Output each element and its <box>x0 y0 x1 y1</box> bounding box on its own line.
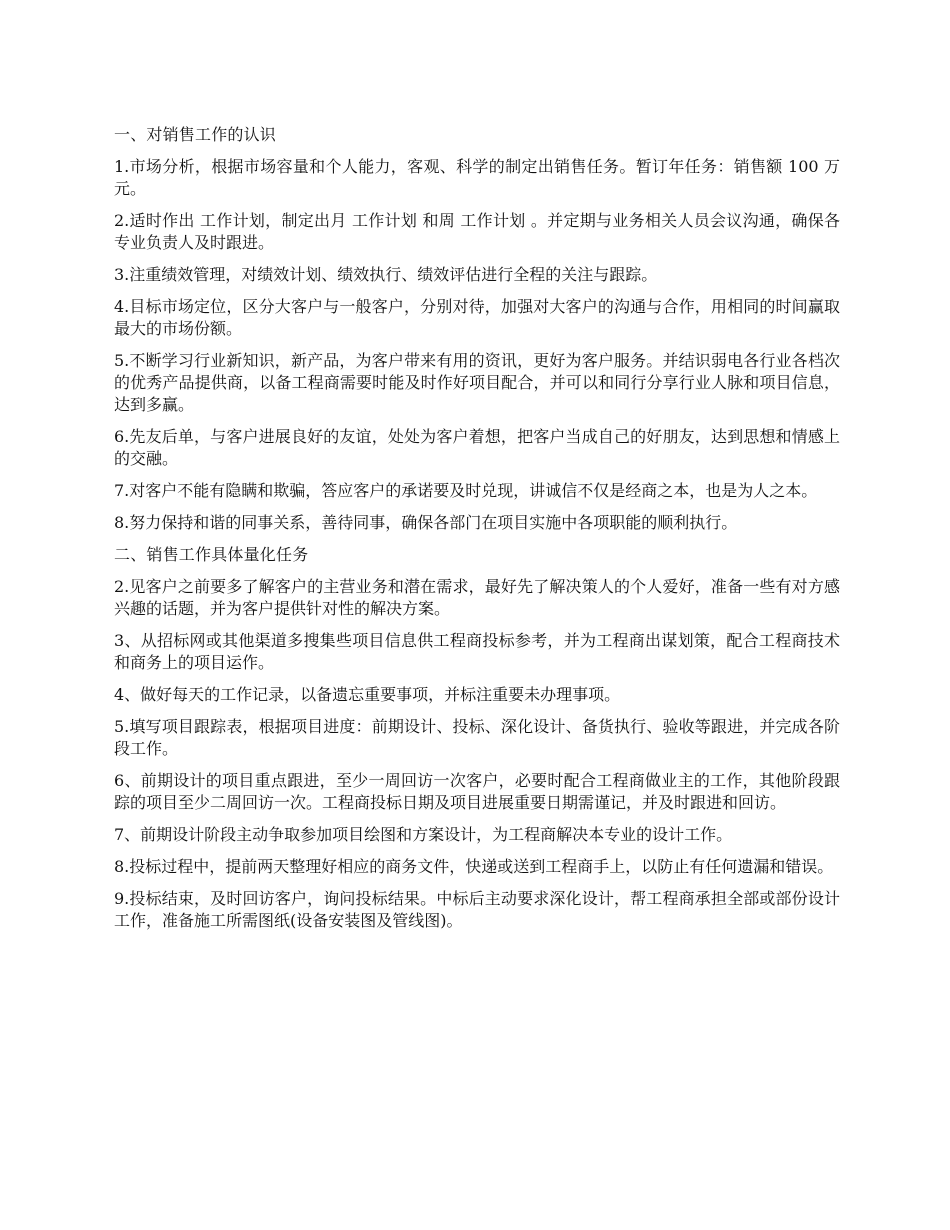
paragraph: 6.先友后单，与客户进展良好的友谊，处处为客户着想，把客户当成自己的好朋友，达到思想和情感上的交融。 <box>114 427 840 468</box>
paragraph: 8.努力保持和谐的同事关系，善待同事，确保各部门在项目实施中各项职能的顺利执行。 <box>114 513 738 532</box>
paragraph: 2.适时作出 工作计划，制定出月 工作计划 和周 工作计划 。并定期与业务相关人员会议沟通，确保各专业负责人及时跟进。 <box>114 211 840 252</box>
paragraph: 2.见客户之前要多了解客户的主营业务和潜在需求，最好先了解决策人的个人爱好，准备一些有对方感兴趣的话题，并为客户提供针对性的解决方案。 <box>114 577 840 618</box>
paragraph: 4.目标市场定位，区分大客户与一般客户，分别对待，加强对大客户的沟通与合作，用相同的时间赢取最大的市场份额。 <box>114 297 840 338</box>
section-heading: 二、销售工作具体量化任务 <box>114 545 309 564</box>
paragraph: 9.投标结束，及时回访客户，询问投标结果。中标后主动要求深化设计，帮工程商承担全部或部份设计工作，准备施工所需图纸(设备安装图及管线图)。 <box>114 889 840 930</box>
paragraph: 7、前期设计阶段主动争取参加项目绘图和方案设计，为工程商解决本专业的设计工作。 <box>114 825 733 844</box>
paragraph: 3、从招标网或其他渠道多搜集些项目信息供工程商投标参考，并为工程商出谋划策，配合工程商技术和商务上的项目运作。 <box>114 631 840 672</box>
paragraph: 1.市场分析，根据市场容量和个人能力，客观、科学的制定出销售任务。暂订年任务：销售额 100 万元。 <box>114 157 840 198</box>
paragraph: 3.注重绩效管理，对绩效计划、绩效执行、绩效评估进行全程的关注与跟踪。 <box>114 265 658 284</box>
paragraph: 8.投标过程中，提前两天整理好相应的商务文件，快递或送到工程商手上，以防止有任何遗漏和错误。 <box>114 857 834 876</box>
paragraph: 5.填写项目跟踪表，根据项目进度：前期设计、投标、深化设计、备货执行、验收等跟进，并完成各阶段工作。 <box>114 717 840 758</box>
paragraph: 6、前期设计的项目重点跟进，至少一周回访一次客户，必要时配合工程商做业主的工作，其他阶段跟踪的项目至少二周回访一次。工程商投标日期及项目进展重要日期需谨记，并及时跟进和回访。 <box>114 771 840 812</box>
section-heading: 一、对销售工作的认识 <box>114 125 277 144</box>
paragraph: 7.对客户不能有隐瞒和欺骗，答应客户的承诺要及时兑现，讲诚信不仅是经商之本，也是为人之本。 <box>114 481 818 500</box>
paragraph: 5.不断学习行业新知识，新产品，为客户带来有用的资讯，更好为客户服务。并结识弱电各行业各档次的优秀产品提供商，以备工程商需要时能及时作好项目配合，并可以和同行分享行业人脉和项目信息，达到多赢。 <box>114 351 840 414</box>
document-body <box>114 124 840 942</box>
paragraph: 4、做好每天的工作记录，以备遗忘重要事项，并标注重要未办理事项。 <box>114 685 621 704</box>
